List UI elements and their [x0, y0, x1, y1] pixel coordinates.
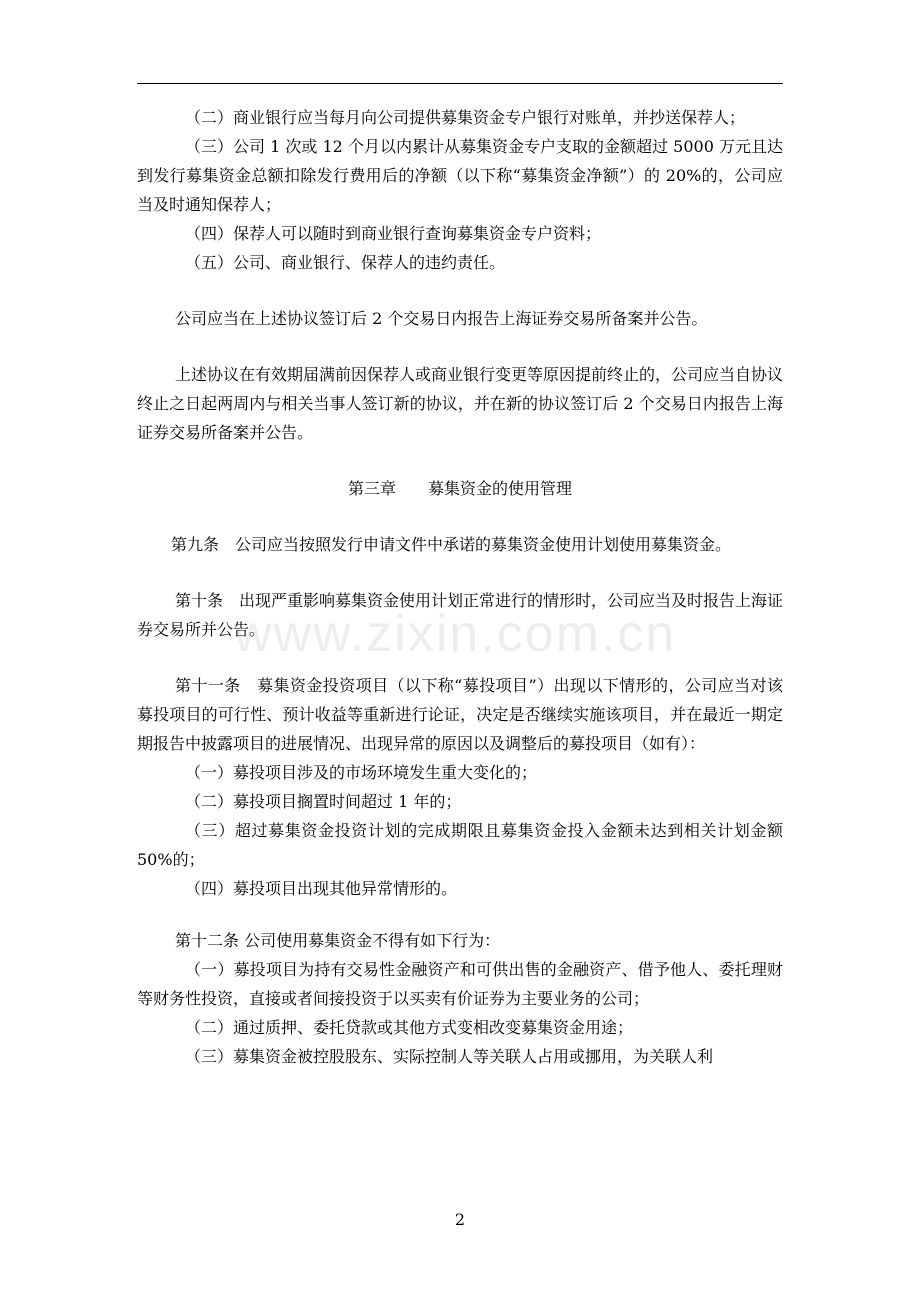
- article-paragraph: 第九条 公司应当按照发行申请文件中承诺的募集资金使用计划使用募集资金。: [171, 535, 732, 554]
- paragraph: （四）保荐人可以随时到商业银行查询募集资金专户资料；: [185, 224, 602, 243]
- list-item: （二）募投项目搁置时间超过 1 年的；: [185, 792, 462, 811]
- list-item: （一）募投项目为持有交易性金融资产和可供出售的金融资产、借予他人、委托理财等财务性投资，直接或者间接投资于以买卖有价证券为主要业务的公司；: [137, 960, 783, 1008]
- article-paragraph: 第十二条 公司使用募集资金不得有如下行为：: [175, 931, 501, 950]
- page-number: 2: [454, 1210, 466, 1229]
- article-paragraph: 第十一条 募集资金投资项目（以下称“募投项目”）出现以下情形的，公司应当对该募投项目的可行性、预计收益等重新进行论证，决定是否继续实施该项目，并在最近一期定期报告中披露项目的进展情况、出现异常的原因以及调整后的募投项目（如有）：: [137, 676, 783, 753]
- paragraph: 公司应当在上述协议签订后 2 个交易日内报告上海证券交易所备案并公告。: [175, 309, 708, 328]
- paragraph: （二）商业银行应当每月向公司提供募集资金专户银行对账单，并抄送保荐人；: [185, 108, 746, 127]
- paragraph: 上述协议在有效期届满前因保荐人或商业银行变更等原因提前终止的，公司应当自协议终止之日起两周内与相关当事人签订新的协议，并在新的协议签订后 2 个交易日内报告上海证券交易所备案并公告。: [137, 365, 784, 442]
- document-body: [137, 103, 783, 1071]
- watermark: www.zixin.com.cn: [234, 605, 677, 663]
- header-rule: [137, 83, 783, 84]
- list-item: （三）超过募集资金投资计划的完成期限且募集资金投入金额未达到相关计划金额 50%的；: [137, 821, 783, 869]
- list-item: （一）募投项目涉及的市场环境发生重大变化的；: [185, 763, 538, 782]
- paragraph: （五）公司、商业银行、保荐人的违约责任。: [185, 253, 506, 272]
- list-item: （二）通过质押、委托贷款或其他方式变相改变募集资金用途；: [185, 1018, 634, 1037]
- list-item: （四）募投项目出现其他异常情形的。: [185, 879, 458, 898]
- paragraph: （三）公司 1 次或 12 个月以内累计从募集资金专户支取的金额超过 5000 万元且达到发行募集资金总额扣除发行费用后的净额（以下称“募集资金净额”）的 20%的，公司应当及时通知保荐人；: [137, 137, 783, 214]
- article-paragraph: 第十条 出现严重影响募集资金使用计划正常进行的情形时，公司应当及时报告上海证券交易所并公告。: [137, 591, 784, 639]
- chapter-heading: 第三章 募集资金的使用管理: [347, 479, 572, 498]
- list-item: （三）募集资金被控股股东、实际控制人等关联人占用或挪用，为关联人利: [185, 1047, 714, 1066]
